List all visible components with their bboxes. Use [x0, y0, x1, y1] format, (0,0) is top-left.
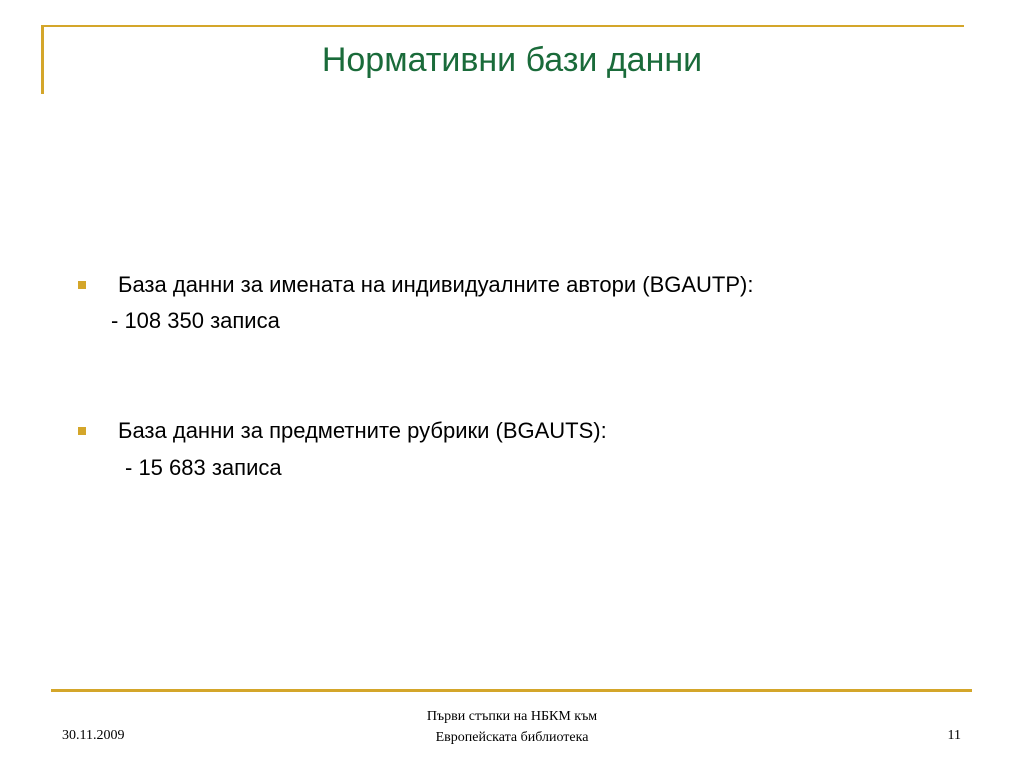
bullet-subtext-record-count: - 15 683 записа	[125, 455, 282, 480]
slide-title: Нормативни бази данни	[321, 41, 703, 79]
bullet-text: База данни за предметните рубрики (BGAUTS):	[118, 418, 607, 443]
square-bullet-icon	[78, 281, 86, 289]
title-frame-top-rule	[41, 25, 964, 27]
square-bullet-icon	[78, 427, 86, 435]
footer-date: 30.11.2009	[62, 728, 125, 743]
bullet-text: База данни за имената на индивидуалните автори (BGAUTP):	[118, 272, 754, 297]
footer-title-line-1: Първи стъпки на НБКМ към	[426, 709, 598, 724]
bullet-subtext-record-count: - 108 350 записа	[111, 308, 280, 333]
footer-rule	[51, 689, 972, 692]
footer-presentation-title	[362, 706, 662, 748]
footer-page-number: 11	[947, 728, 961, 743]
footer-title-line-2: Европейската библиотека	[435, 730, 589, 745]
